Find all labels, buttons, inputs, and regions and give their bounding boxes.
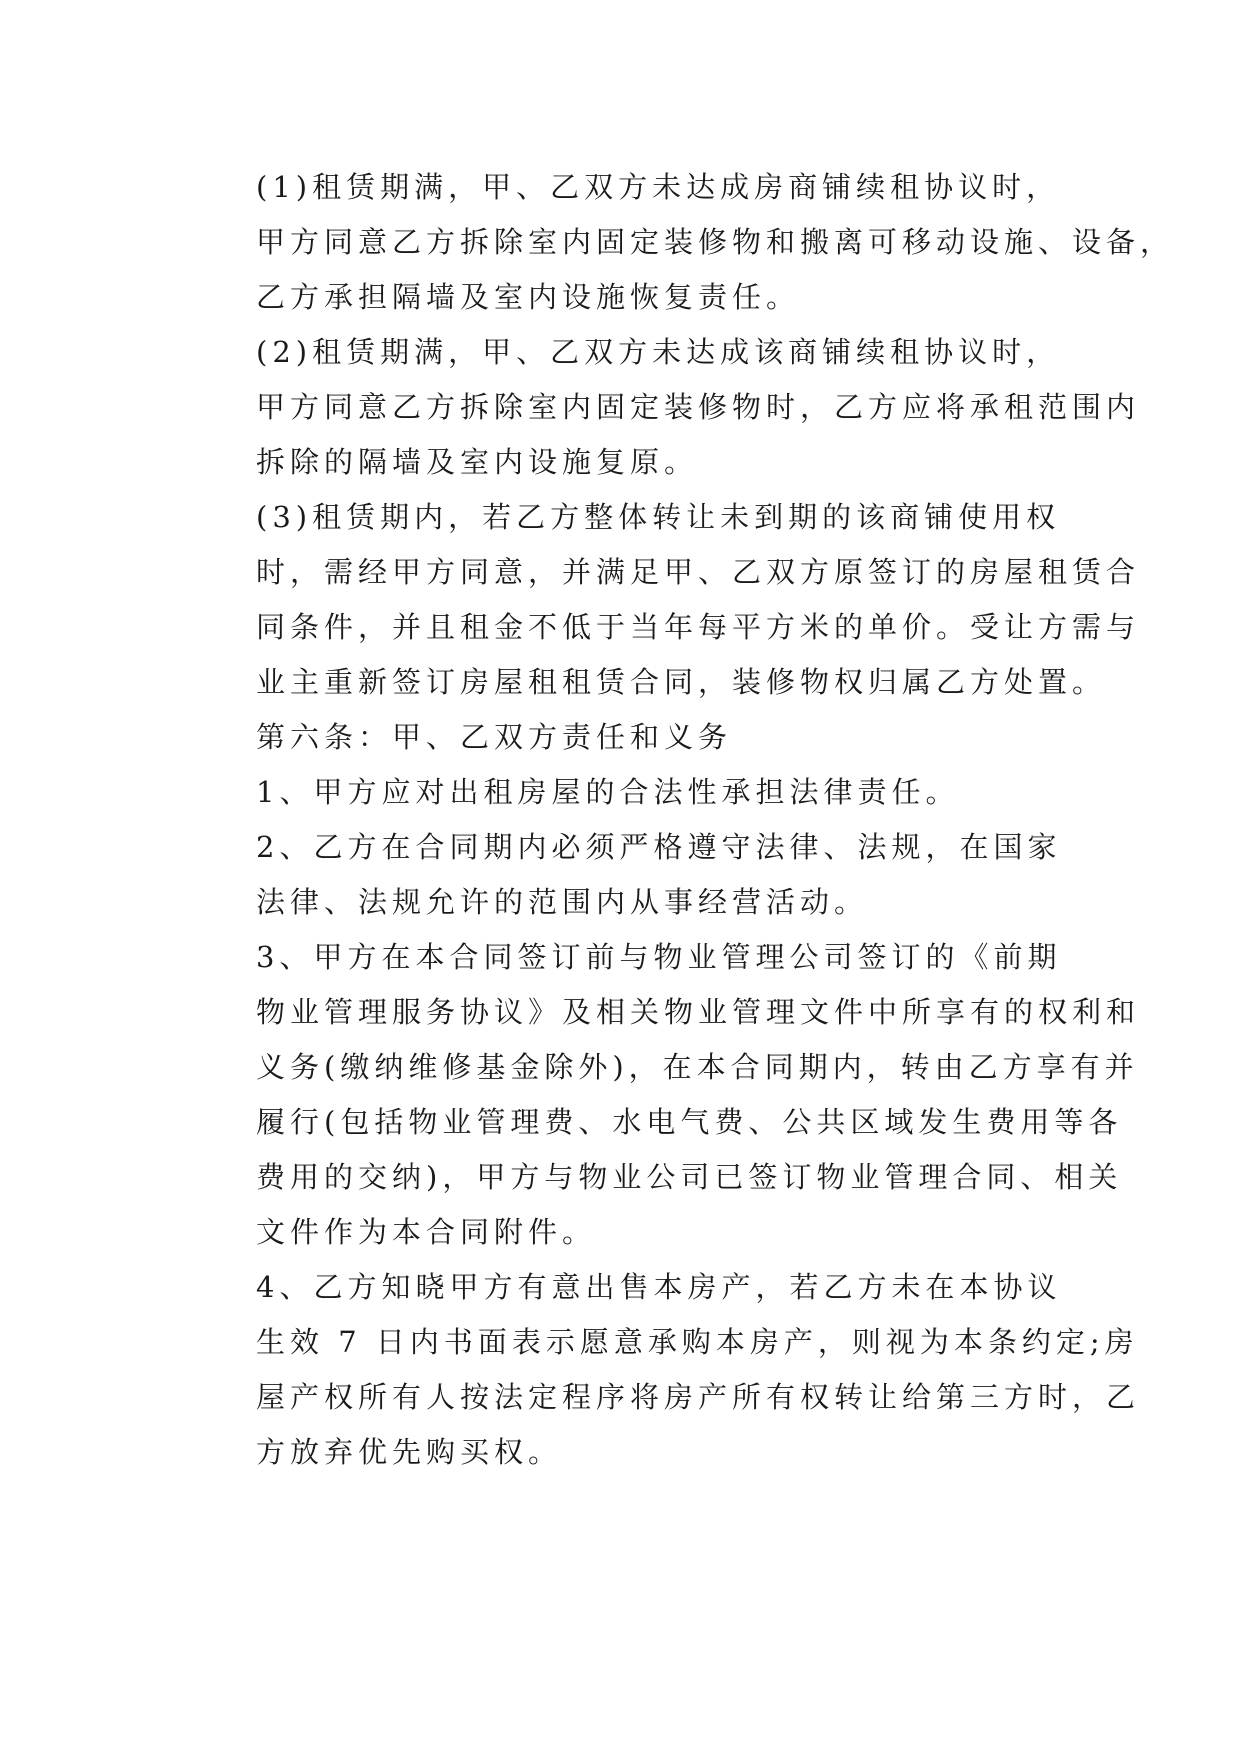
clause-paragraph <box>193 765 1093 820</box>
text-line: 1、甲方应对出租房屋的合法性承担法律责任。 <box>256 775 960 809</box>
text-line: 甲方同意乙方拆除室内固定装修物时，乙方应将承租范围内 <box>256 390 1141 424</box>
text-line: (3)租赁期内，若乙方整体转让未到期的该商铺使用权 <box>256 500 1061 534</box>
text-line: 3、甲方在本合同签订前与物业管理公司签订的《前期 <box>256 940 1062 974</box>
text-line: 乙方承担隔墙及室内设施恢复责任。 <box>256 280 801 314</box>
text-line: 法律、法规允许的范围内从事经营活动。 <box>256 885 869 919</box>
clause-paragraph <box>193 325 1141 490</box>
text-line: 同条件，并且租金不低于当年每平方米的单价。受让方需与 <box>256 610 1141 644</box>
text-line: (1)租赁期满，甲、乙双方未达成房商铺续租协议时， <box>256 170 1061 204</box>
clause-paragraph <box>193 1260 1141 1480</box>
text-line: 文件作为本合同附件。 <box>256 1215 597 1249</box>
text-line: 拆除的隔墙及室内设施复原。 <box>256 445 699 479</box>
text-line: 履行(包括物业管理费、水电气费、公共区域发生费用等各 <box>256 1105 1123 1139</box>
text-line: (2)租赁期满，甲、乙双方未达成该商铺续租协议时， <box>256 335 1061 369</box>
text-line: 业主重新签订房屋租租赁合同，装修物权归属乙方处置。 <box>256 665 1107 699</box>
text-line: 方放弃优先购买权。 <box>256 1435 563 1469</box>
text-line: 甲方同意乙方拆除室内固定装修物和搬离可移动设施、设备， <box>256 225 1175 259</box>
clause-paragraph <box>193 820 1093 930</box>
text-line: 2、乙方在合同期内必须严格遵守法律、法规，在国家 <box>256 830 1062 864</box>
clause-paragraph <box>193 160 1175 325</box>
text-line: 4、乙方知晓甲方有意出售本房产，若乙方未在本协议 <box>256 1270 1062 1304</box>
text-line: 费用的交纳)，甲方与物业公司已签订物业管理合同、相关 <box>256 1160 1123 1194</box>
text-line: 第六条：甲、乙双方责任和义务 <box>256 720 733 754</box>
text-line: 物业管理服务协议》及相关物业管理文件中所享有的权利和 <box>256 995 1141 1029</box>
text-line: 屋产权所有人按法定程序将房产所有权转让给第三方时，乙 <box>256 1380 1141 1414</box>
text-line: 时，需经甲方同意，并满足甲、乙双方原签订的房屋租赁合 <box>256 555 1141 589</box>
document-body <box>193 160 1175 1480</box>
section-heading <box>193 710 1093 765</box>
text-line: 义务(缴纳维修基金除外)，在本合同期内，转由乙方享有并 <box>256 1050 1139 1084</box>
text-line: 生效 7 日内书面表示愿意承购本房产，则视为本条约定;房 <box>256 1325 1139 1359</box>
clause-paragraph <box>193 930 1141 1260</box>
clause-paragraph <box>193 490 1141 710</box>
